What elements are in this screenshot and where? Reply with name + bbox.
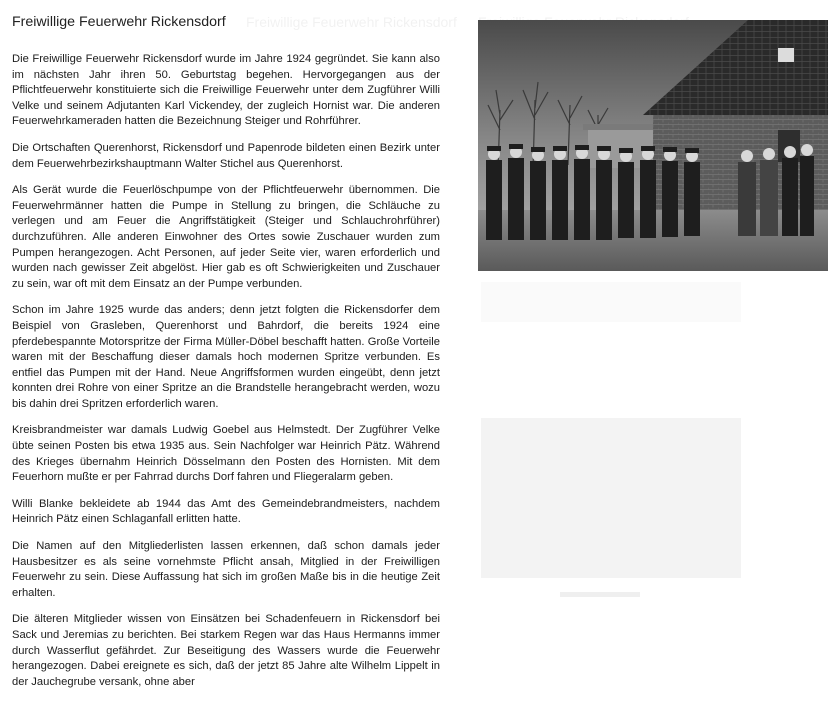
bleed-through-caption — [560, 592, 640, 597]
bleed-through-strip — [481, 282, 741, 322]
article-column — [12, 52, 440, 701]
group-photo-graphic — [478, 20, 828, 271]
paragraph: Kreisbrandmeister war damals Ludwig Goebel aus Helmstedt. Der Zugführer Velke übte seinen Posten bis etwa 1935 aus. Sein Nachfolger war Heinrich Pätz. Während des Krieges übernahm Heinrich Dösselmann den Posten des Hornisten. Mit dem Feuerhorn mußte er per Fahrrad durchs Dorf fahren und Fliegeralarm geben. — [12, 424, 440, 484]
paragraph: Schon im Jahre 1925 wurde das anders; denn jetzt folgten die Rickensdorfer dem Beispiel von Grasleben, Querenhorst und Bahrdorf, die bereits 1924 eine pferdebespannte Motorspritze der Firma Müller-Döbel beschafft hatten. Große Vorteile waren mit der Beschaffung dieser damals hoch modernen Spritze verbunden. Es entfiel das Pumpen mit der Hand. Neue Angriffsformen wurden eingeübt, denn jetzt konnten drei Rohre von einer Spritze an die Brandstelle herangebracht werden, wozu bis dahin drei Spritzen erforderlich waren. — [12, 304, 440, 410]
group-photo — [478, 20, 828, 271]
bleed-through-title: Freiwillige Feuerwehr Rickensdorf — [246, 14, 457, 30]
page-title: Freiwillige Feuerwehr Rickensdorf — [12, 14, 226, 30]
paragraph: Die Namen auf den Mitgliederlisten lassen erkennen, daß schon damals jeder Hausbesitzer es als seine vornehmste Pflicht ansah, Mitglied in der Freiwilligen Feuerwehr zu sein. Diese Auffassung hat sich im großen Maße bis in die heutige Zeit erhalten. — [12, 540, 440, 599]
paragraph: Als Gerät wurde die Feuerlöschpumpe von der Pflichtfeuerwehr übernommen. Die Feuerwehrmänner hatten die Pumpe in Stellung zu bringen, die Schläuche zu verlegen und am Feuer die Angriffstätigkeit (Steiger und Schlauchrohrführer) durchzuführen. Alle anderen Einwohner des Ortes sowie Zuschauer wurden zum Pumpen herangezogen. Acht Personen, auf jeder Seite vier, waren erforderlich und wurden nach gewisser Zeit abgelöst. Hier gab es oft Schwierigkeiten und Zuschauer zu sein, war oft mit dem Einsatz an der Pumpe verbunden. — [12, 184, 440, 290]
paragraph: Willi Blanke bekleidete ab 1944 das Amt des Gemeindebrandmeisters, nachdem Heinrich Pätz einen Schlaganfall erlitten hatte. — [12, 497, 440, 526]
bleed-through-image — [481, 418, 741, 578]
paragraph: Die Freiwillige Feuerwehr Rickensdorf wurde im Jahre 1924 gegründet. Sie kann also im nächsten Jahr ihren 50. Geburtstag begehen. Hervorgegangen aus der Pflichtfeuerwehr konstituierte sich die Freiwillige Feuerwehr unter dem Zugführer Willi Velke und seinem Adjutanten Karl Vickendey, der zugleich Hornist war. Die anderen Feuerwehrkameraden hatten die Bezeichnung Steiger und Rohrführer. — [12, 53, 440, 128]
paragraph: Die älteren Mitglieder wissen von Einsätzen bei Schadenfeuern in Rickensdorf bei Sack und Jeremias zu berichten. Bei starkem Regen war das Haus Hermanns immer durch Wasserflut gefährdet. Zur Beseitigung des Wassers wurde die Feuerwehr herangezogen. Dabei ereignete es sich, daß der jetzt 85 Jahre alte Wilhelm Lippelt in der Jauchegrube versank, ohne aber — [12, 613, 440, 688]
paragraph: Die Ortschaften Querenhorst, Rickensdorf und Papenrode bildeten einen Bezirk unter dem Feuerwehrbezirkshauptmann Walter Stichel aus Querenhorst. — [12, 141, 440, 170]
